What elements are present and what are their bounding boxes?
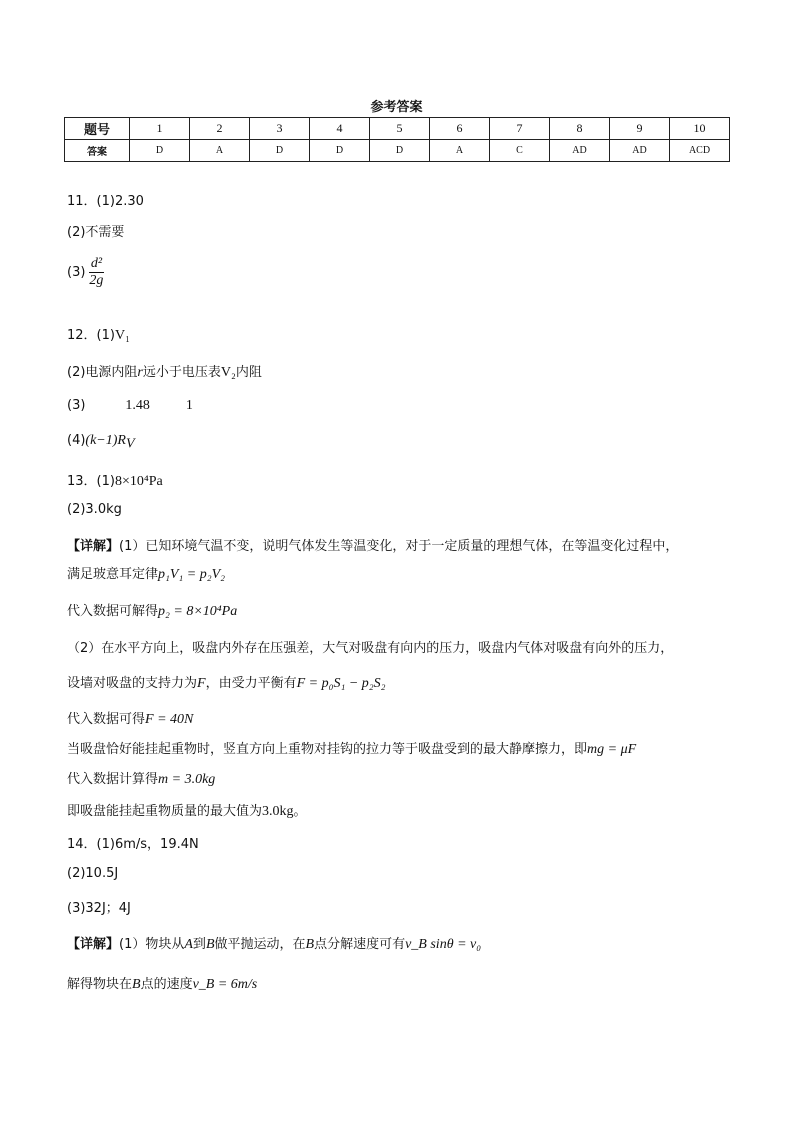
q13-detail-line8 — [67, 768, 215, 788]
text-span: 内阻 — [235, 365, 262, 380]
q13-detail-line9 — [67, 800, 307, 820]
table-row-numbers — [65, 118, 730, 140]
table-cell: AD — [550, 140, 610, 162]
text-span: (2)电源内阻 — [67, 365, 138, 380]
table-cell: D — [370, 140, 430, 162]
q14-part3: (3)32J；4J — [67, 901, 131, 916]
text-span: 13．(1) — [67, 474, 115, 489]
text-span: 解得物块在 — [67, 977, 133, 992]
text-span: 即吸盘能挂起重物质量的最大值为 — [67, 804, 263, 819]
math-symbol: F — [197, 676, 206, 691]
math-expression: 3.0kg — [262, 804, 294, 819]
detail-label: 【详解】 — [67, 539, 120, 554]
text-span: 。 — [293, 804, 307, 819]
math-expression: F = p₀S₁ − p₂S₂ — [296, 676, 386, 691]
table-cell: 3 — [250, 118, 310, 140]
text-span: 到 — [192, 937, 206, 952]
table-cell: 10 — [670, 118, 730, 140]
table-cell: 9 — [610, 118, 670, 140]
table-cell: D — [310, 140, 370, 162]
math-subscript: V — [125, 436, 135, 452]
q13-detail-line3 — [67, 600, 237, 620]
q13-part1 — [67, 470, 163, 490]
row-label-answer: 答案 — [65, 140, 130, 162]
math-expression: m = 3.0kg — [158, 772, 216, 787]
q12-part1-value: V₁ — [114, 328, 130, 343]
detail-label: 【详解】 — [67, 937, 120, 952]
table-cell: AD — [610, 140, 670, 162]
table-cell: A — [430, 140, 490, 162]
table-cell: 6 — [430, 118, 490, 140]
text-span: 代入数据计算得 — [67, 772, 159, 787]
text-span: 代入数据可解得 — [67, 604, 159, 619]
fraction-denominator: 2g — [89, 273, 104, 288]
q13-part2: (2)3.0kg — [67, 502, 122, 517]
q12-part3-value-b: 1 — [185, 398, 193, 413]
q11-part3-prefix: (3) — [67, 265, 86, 280]
q13-detail-line7 — [67, 738, 636, 758]
q11-part2: (2)不需要 — [67, 225, 125, 240]
math-expression: mg = μF — [587, 742, 637, 757]
q12-part2 — [67, 361, 262, 381]
math-expression: 8×10⁴Pa — [114, 474, 163, 489]
math-expression: F = 40N — [145, 712, 194, 727]
text-span: 当吸盘恰好能挂起重物时，竖直方向上重物对挂钩的拉力等于吸盘受到的最大静摩擦力，即 — [67, 742, 588, 757]
table-cell: 1 — [130, 118, 190, 140]
text-span: 设墙对吸盘的支持力为 — [67, 676, 198, 691]
text-span: 点的速度 — [140, 977, 193, 992]
q12-part3-value-a: 1.48 — [125, 398, 150, 413]
math-expression: (k−1)R — [85, 433, 126, 448]
text-span: 点分解速度可有 — [314, 937, 406, 952]
text-span: (1）物块从 — [119, 937, 185, 952]
table-cell: 2 — [190, 118, 250, 140]
answer-table — [64, 117, 730, 162]
table-cell: 7 — [490, 118, 550, 140]
math-symbol: A — [184, 937, 193, 952]
text-span: ，由受力平衡有 — [205, 676, 297, 691]
q14-part2: (2)10.5J — [67, 866, 119, 881]
q12-part3 — [67, 398, 193, 414]
text-span: 做平抛运动，在 — [214, 937, 306, 952]
table-row-answers — [65, 140, 730, 162]
q14-detail-line2 — [67, 973, 257, 993]
q14-part1: 14．(1)6m/s，19.4N — [67, 837, 199, 852]
table-cell: A — [190, 140, 250, 162]
q13-detail-line4: （2）在水平方向上，吸盘内外存在压强差，大气对吸盘有向内的压力，吸盘内气体对吸盘有向外的压力， — [67, 641, 674, 656]
table-cell: ACD — [670, 140, 730, 162]
q13-detail-line1 — [67, 535, 678, 554]
text-span: (4) — [67, 433, 86, 448]
text-span: (1）已知环境气温不变，说明气体发生等温变化，对于一定质量的理想气体，在等温变化过程中， — [119, 539, 679, 554]
table-cell: D — [130, 140, 190, 162]
table-cell: 8 — [550, 118, 610, 140]
q14-detail-line1 — [67, 933, 481, 953]
q11-fraction — [87, 256, 105, 289]
fraction-numerator: d² — [90, 256, 103, 271]
math-symbol: B — [205, 937, 215, 952]
math-expression: v_B = 6m/s — [192, 977, 258, 992]
table-cell: 4 — [310, 118, 370, 140]
text-span: (3) — [67, 398, 86, 413]
math-symbol: V₂ — [220, 365, 236, 380]
table-cell: C — [490, 140, 550, 162]
table-cell: D — [250, 140, 310, 162]
math-expression: v_B sinθ = v₀ — [405, 937, 482, 952]
text-span: 远小于电压表 — [142, 365, 221, 380]
q13-detail-line6 — [67, 708, 193, 728]
table-cell: 5 — [370, 118, 430, 140]
page-title: 参考答案 — [370, 100, 423, 115]
math-symbol: B — [132, 977, 141, 992]
text-span: 满足玻意耳定律 — [67, 567, 159, 582]
math-expression: p₁V₁ = p₂V₂ — [158, 567, 226, 582]
q12-part1 — [67, 324, 130, 344]
math-symbol: B — [305, 937, 315, 952]
q13-detail-line5 — [67, 672, 386, 692]
q11-part1: 11．(1)2.30 — [67, 194, 144, 209]
q13-detail-line2 — [67, 563, 225, 583]
math-expression: p₂ = 8×10⁴Pa — [158, 604, 238, 619]
row-label-number: 题号 — [65, 118, 130, 140]
q12-part4 — [67, 433, 135, 453]
text-span: 代入数据可得 — [67, 712, 146, 727]
math-symbol: r — [137, 365, 143, 380]
q12-part1-prefix: 12．(1) — [67, 328, 115, 343]
q11-part3 — [67, 256, 105, 289]
